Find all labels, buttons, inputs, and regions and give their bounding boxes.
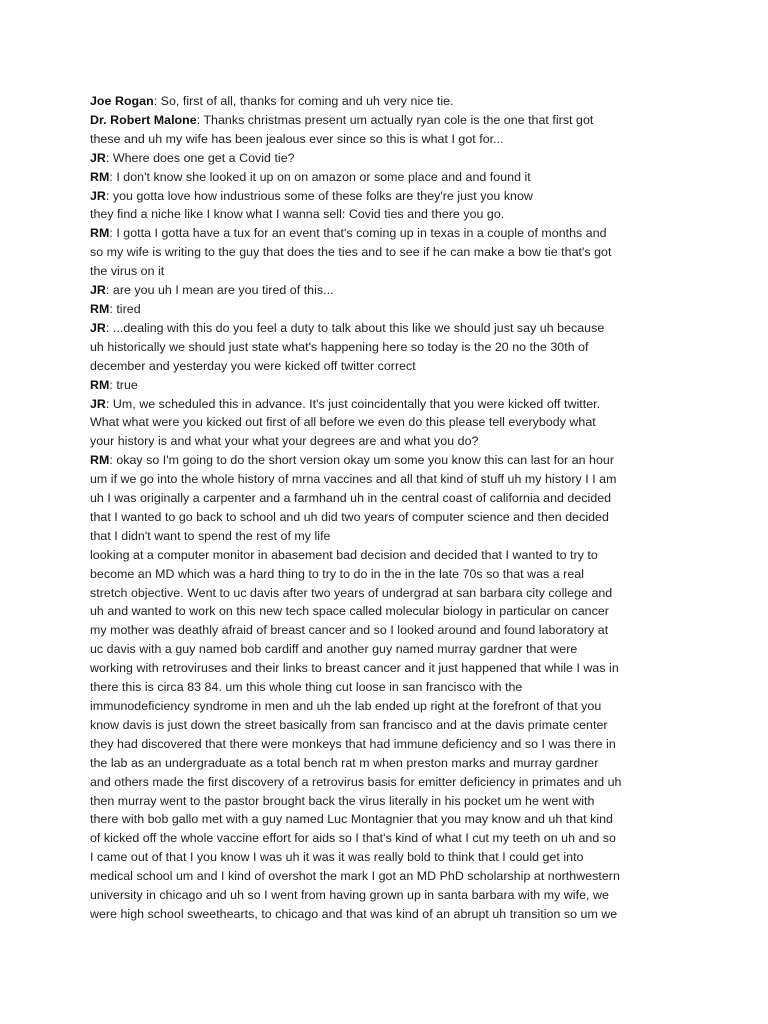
transcript-body: [90, 92, 690, 924]
transcript-line: [90, 565, 690, 584]
transcript-line: [90, 735, 690, 754]
speaker-name: JR: [90, 150, 106, 165]
transcript-line: [90, 829, 690, 848]
transcript-line: [90, 489, 690, 508]
transcript-line: [90, 432, 690, 451]
transcript-line: [90, 92, 690, 111]
line-text: immunodeficiency syndrome in men and uh the lab ended up right at the forefront of that you: [90, 699, 602, 713]
transcript-line: [90, 395, 690, 414]
line-text: : I don't know she looked it up on on amazon or some place and and found it: [109, 169, 531, 184]
line-text: : tired: [109, 301, 141, 316]
transcript-line: [90, 508, 690, 527]
line-text: : are you uh I mean are you tired of this...: [105, 283, 334, 298]
line-text: uc davis with a guy named bob cardiff and another guy named murray gardner that were: [90, 642, 578, 657]
line-text: your history is and what your what your degrees are and what you do?: [90, 434, 479, 449]
line-text: know davis is just down the street basically from san francisco and at the davis primate center: [90, 717, 608, 732]
line-text: medical school um and I kind of overshot the mark I got an MD PhD scholarship at northwestern: [90, 869, 620, 884]
transcript-line: [90, 773, 690, 792]
line-text: then murray went to the pastor brought back the virus literally in his pocket um he went with: [90, 793, 595, 808]
line-text: university in chicago and uh so I went from having grown up in santa barbara with my wife, we: [90, 888, 609, 903]
line-text: there with bob gallo met with a guy named Luc Montagnier that you may know and uh that kind: [90, 812, 613, 827]
transcript-line: [90, 905, 690, 924]
line-text: : So, first of all, thanks for coming and uh very nice tie.: [153, 94, 454, 108]
line-text: of kicked off the whole vaccine effort for aids so I that's kind of what I cut my teeth on uh and so: [90, 831, 616, 846]
speaker-name: RM: [90, 226, 110, 241]
line-text: my mother was deathly afraid of breast cancer and so I looked around and found laboratory at: [90, 623, 609, 638]
transcript-line: [90, 678, 690, 697]
transcript-line: [90, 243, 690, 262]
speaker-name: JR: [90, 188, 106, 203]
transcript-line: [90, 546, 690, 565]
transcript-line: [90, 130, 690, 149]
transcript-line: [90, 470, 690, 489]
line-text: stretch objective. Went to uc davis after two years of undergrad at san barbara city college and: [90, 585, 613, 600]
line-text: : Thanks christmas present um actually ryan cole is the one that first got: [196, 112, 594, 127]
line-text: um if we go into the whole history of mrna vaccines and all that kind of stuff uh my history I I am: [90, 472, 617, 487]
transcript-line: [90, 149, 690, 168]
line-text: become an MD which was a hard thing to try to do in the in the late 70s so that was a real: [90, 566, 584, 581]
transcript-line: [90, 621, 690, 640]
transcript-line: [90, 338, 690, 357]
transcript-line: [90, 111, 690, 130]
speaker-name: JR: [90, 320, 106, 335]
speaker-name: RM: [90, 169, 110, 184]
speaker-name: Dr. Robert Malone: [90, 112, 197, 127]
line-text: there this is circa 83 84. um this whole thing cut loose in san francisco with the: [90, 680, 523, 695]
transcript-line: [90, 584, 690, 603]
line-text: : Um, we scheduled this in advance. It's just coincidentally that you were kicked off twitter.: [105, 396, 601, 411]
line-text: : true: [109, 377, 138, 392]
line-text: : Where does one get a Covid tie?: [105, 150, 295, 165]
transcript-line: [90, 867, 690, 886]
line-text: looking at a computer monitor in abasement bad decision and decided that I wanted to try to: [90, 547, 598, 562]
line-text: uh and wanted to work on this new tech space called molecular biology in particular on cancer: [90, 604, 609, 619]
transcript-line: [90, 413, 690, 432]
speaker-name: RM: [90, 377, 110, 392]
line-text: they find a niche like I know what I wanna sell: Covid ties and there you go.: [90, 207, 505, 222]
transcript-line: [90, 319, 690, 338]
transcript-line: [90, 187, 690, 206]
transcript-line: [90, 716, 690, 735]
line-text: : you gotta love how industrious some of these folks are they're just you know: [105, 188, 533, 203]
speaker-name: JR: [90, 396, 106, 411]
line-text: uh I was originally a carpenter and a farmhand uh in the central coast of california and decided: [90, 491, 612, 506]
line-text: : I gotta I gotta have a tux for an event that's coming up in texas in a couple of months and: [109, 226, 607, 241]
transcript-line: [90, 792, 690, 811]
line-text: december and yesterday you were kicked off twitter correct: [90, 358, 416, 373]
line-text: and others made the first discovery of a retrovirus basis for emitter deficiency in primates and uh: [90, 774, 622, 789]
transcript-line: [90, 376, 690, 395]
transcript-line: [90, 357, 690, 376]
transcript-line: [90, 205, 690, 224]
line-text: that I wanted to go back to school and uh did two years of computer science and then decided: [90, 509, 609, 524]
transcript-line: [90, 602, 690, 621]
transcript-line: [90, 697, 690, 716]
transcript-line: [90, 281, 690, 300]
line-text: that I didn't want to spend the rest of my life: [90, 528, 331, 543]
transcript-line: [90, 848, 690, 867]
line-text: they had discovered that there were monkeys that had immune deficiency and so I was there in: [90, 736, 616, 751]
transcript-line: [90, 640, 690, 659]
speaker-name: RM: [90, 301, 110, 316]
transcript-line: [90, 224, 690, 243]
line-text: the virus on it: [90, 264, 165, 279]
speaker-name: Joe Rogan: [90, 94, 154, 108]
line-text: I came out of that I you know I was uh it was it was really bold to think that I could get into: [90, 850, 584, 865]
line-text: so my wife is writing to the guy that does the ties and to see if he can make a bow tie that's got: [90, 245, 612, 260]
line-text: : okay so I'm going to do the short version okay um some you know this can last for an hour: [109, 453, 614, 468]
line-text: the lab as an undergraduate as a total bench rat m when preston marks and murray gardner: [90, 755, 599, 770]
transcript-line: [90, 451, 690, 470]
speaker-name: RM: [90, 453, 110, 468]
transcript-line: [90, 168, 690, 187]
line-text: uh historically we should just state what's happening here so today is the 20 no the 30th of: [90, 339, 589, 354]
speaker-name: JR: [90, 283, 106, 298]
line-text: : ...dealing with this do you feel a duty to talk about this like we should just say uh because: [105, 320, 605, 335]
transcript-line: [90, 886, 690, 905]
line-text: working with retroviruses and their links to breast cancer and it just happened that while I was in: [90, 661, 619, 676]
line-text: were high school sweethearts, to chicago and that was kind of an abrupt uh transition so um we: [90, 906, 618, 921]
transcript-line: [90, 659, 690, 678]
transcript-line: [90, 754, 690, 773]
transcript-line: [90, 527, 690, 546]
transcript-line: [90, 810, 690, 829]
line-text: these and uh my wife has been jealous ever since so this is what I got for...: [90, 131, 504, 146]
transcript-line: [90, 300, 690, 319]
transcript-line: [90, 262, 690, 281]
line-text: What what were you kicked out first of all before we even do this please tell everybody what: [90, 415, 596, 430]
